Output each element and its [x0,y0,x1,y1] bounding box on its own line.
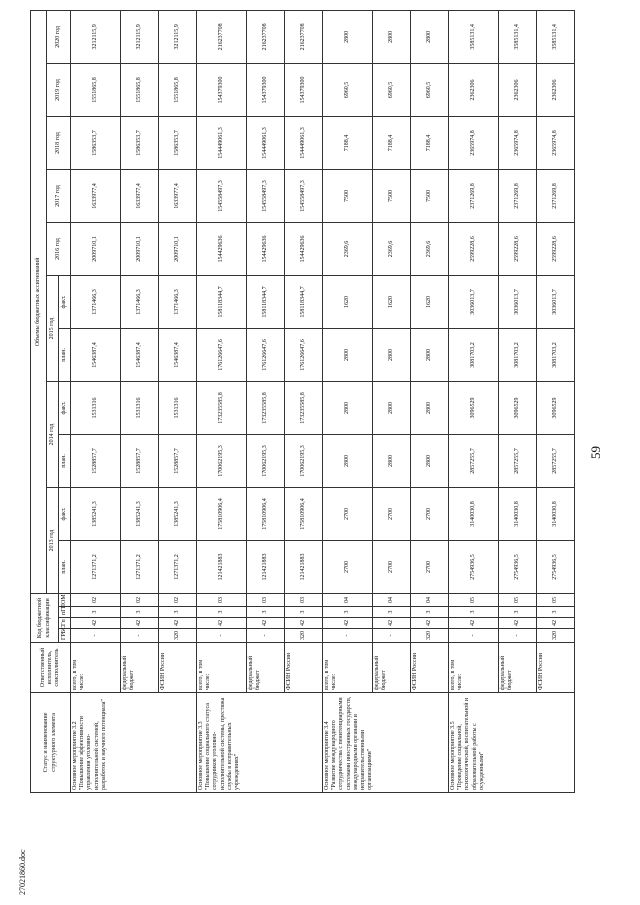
code-gp-cell: 42 [373,618,411,629]
executor-cell: ФСИН России [285,643,323,693]
code-pgp-cell: 3 [373,607,411,618]
code-pgp-cell: 3 [411,607,449,618]
value-cell: 2800 [411,10,449,63]
value-cell: 176126647,6 [285,328,323,381]
code-om-cell: 05 [537,593,575,606]
header-plan: план. [59,328,71,381]
code-om-cell: 05 [499,593,537,606]
value-cell: 3140030,8 [499,487,537,540]
code-om-cell: 03 [285,593,323,606]
value-cell: 2599228,6 [449,222,499,275]
value-cell: 2369,6 [411,222,449,275]
value-cell: 7188,4 [323,116,373,169]
executor-cell: всего, в том числе: [323,643,373,693]
code-pgp-cell: 3 [197,607,247,618]
value-cell: 1385241,3 [121,487,159,540]
header-year: 2013 год [47,487,59,593]
value-cell: 175810906,4 [197,487,247,540]
value-cell: 2700 [323,540,373,593]
header-fact: факт. [59,381,71,434]
value-cell: 1371466,3 [121,275,159,328]
code-gp-cell: 42 [71,618,121,629]
value-cell: 1633977,4 [71,169,121,222]
header-plan: план. [59,434,71,487]
value-cell: 154558497,3 [197,169,247,222]
value-cell: 2800 [323,10,373,63]
value-cell: 3585131,4 [449,10,499,63]
value-cell: 158118344,7 [247,275,285,328]
value-cell: 2857255,7 [449,434,499,487]
table-row [197,10,247,792]
executor-cell: всего, в том числе: [449,643,499,693]
value-cell: 2857255,7 [499,434,537,487]
code-om-cell: 05 [449,593,499,606]
value-cell: 154429636 [285,222,323,275]
value-cell: 3096529 [537,381,575,434]
value-cell: 3212115,9 [121,10,159,63]
value-cell: 216237708 [247,10,285,63]
value-cell: 3096529 [449,381,499,434]
code-pgp-cell: 3 [121,607,159,618]
code-grbs-cell: - [373,629,411,643]
executor-cell: ФСИН России [411,643,449,693]
executor-cell: федеральный бюджет [121,643,159,693]
budget-table [30,10,575,793]
value-cell: 154379300 [197,63,247,116]
value-cell: 2800 [411,328,449,381]
value-cell: 1551865,8 [71,63,121,116]
value-cell: 2700 [373,487,411,540]
value-cell: 1531316 [159,381,197,434]
value-cell: 1271371,2 [121,540,159,593]
value-cell: 3081703,2 [537,328,575,381]
value-cell: 154379300 [285,63,323,116]
value-cell: 2754936,5 [499,540,537,593]
code-pgp-cell: 3 [323,607,373,618]
header-executor: Ответственный исполнитель, соисполнитель [31,643,71,693]
value-cell: 2365974,8 [449,116,499,169]
table-row [449,10,499,792]
code-gp-cell: 42 [411,618,449,629]
code-pgp-cell: 3 [499,607,537,618]
value-cell: 2365974,8 [499,116,537,169]
code-om-cell: 04 [373,593,411,606]
value-cell: 173235585,8 [285,381,323,434]
header-code-col: ОМ [59,593,71,606]
code-gp-cell: 42 [537,618,575,629]
table-row [323,10,373,792]
header-year: 2014 год [47,381,59,487]
footer-filename: 27021860.doc [18,849,27,895]
value-cell: 2700 [373,540,411,593]
value-cell: 2800 [323,328,373,381]
table-row [247,10,285,792]
value-cell: 154558497,3 [247,169,285,222]
executor-cell: всего, в том числе: [71,643,121,693]
value-cell: 2857255,7 [537,434,575,487]
value-cell: 2371269,8 [449,169,499,222]
value-cell: 7500 [323,169,373,222]
value-cell: 1528857,7 [121,434,159,487]
value-cell: 2599228,6 [537,222,575,275]
table-row [411,10,449,792]
code-gp-cell: 42 [197,618,247,629]
executor-cell: ФСИН России [159,643,197,693]
value-cell: 3585131,4 [537,10,575,63]
value-cell: 3212115,9 [71,10,121,63]
code-grbs-cell: - [499,629,537,643]
code-grbs-cell: - [247,629,285,643]
code-grbs-cell: 320 [285,629,323,643]
executor-cell: всего, в том числе: [197,643,247,693]
value-cell: 2365974,8 [537,116,575,169]
header-year: 2019 год [47,63,71,116]
value-cell: 2800 [411,434,449,487]
code-pgp-cell: 3 [247,607,285,618]
value-cell: 6960,5 [411,63,449,116]
code-pgp-cell: 3 [71,607,121,618]
value-cell: 158118344,7 [285,275,323,328]
value-cell: 121421883 [247,540,285,593]
value-cell: 2009710,1 [159,222,197,275]
value-cell: 7188,4 [373,116,411,169]
value-cell: 7500 [373,169,411,222]
table-row [285,10,323,792]
value-cell: 2371269,8 [537,169,575,222]
code-pgp-cell: 3 [537,607,575,618]
value-cell: 1551865,8 [159,63,197,116]
measure-name: Основное мероприятие 3.5 "Проведение социальной, психологической, воспитательной и образовательной работы с осужденными" [449,693,575,793]
value-cell: 176126647,6 [247,328,285,381]
value-cell: 2369,6 [373,222,411,275]
value-cell: 154379300 [247,63,285,116]
code-pgp-cell: 3 [449,607,499,618]
measure-name: Основное мероприятие 3.4 "Развитие международного сотрудничества с пенитенциарными системами иностранных государств, международными органами и неправительственными организациями" [323,693,449,793]
value-cell: 121421883 [285,540,323,593]
executor-cell: федеральный бюджет [373,643,411,693]
value-cell: 1528857,7 [71,434,121,487]
value-cell: 154449061,3 [197,116,247,169]
value-cell: 2009710,1 [121,222,159,275]
code-om-cell: 04 [323,593,373,606]
value-cell: 2369,6 [323,222,373,275]
header-code-col: пГП [59,607,71,618]
value-cell: 2371269,8 [499,169,537,222]
header-status: Статус и наименование структурного элемента [31,693,71,793]
value-cell: 121421883 [197,540,247,593]
value-cell: 154429636 [197,222,247,275]
value-cell: 3212115,9 [159,10,197,63]
code-om-cell: 02 [71,593,121,606]
value-cell: 2754936,5 [449,540,499,593]
value-cell: 1528857,7 [159,434,197,487]
value-cell: 1586353,7 [71,116,121,169]
code-grbs-cell: - [121,629,159,643]
code-gp-cell: 42 [247,618,285,629]
table-row [71,10,121,792]
value-cell: 216237708 [285,10,323,63]
value-cell: 2599228,6 [499,222,537,275]
value-cell: 1633977,4 [159,169,197,222]
code-gp-cell: 42 [323,618,373,629]
measure-name: Основное мероприятие 3.2 "Повышение эффективности управления уголовно-исполнительной системой, разработок и научного потенциала" [71,693,197,793]
header-code: Код бюджетной классификации [31,593,59,642]
code-gp-cell: 42 [285,618,323,629]
value-cell: 170062195,3 [285,434,323,487]
value-cell: 170062195,3 [197,434,247,487]
executor-cell: федеральный бюджет [499,643,537,693]
code-grbs-cell: - [71,629,121,643]
code-grbs-cell: 320 [411,629,449,643]
value-cell: 1371466,3 [159,275,197,328]
value-cell: 1546387,4 [71,328,121,381]
value-cell: 173235585,8 [197,381,247,434]
code-gp-cell: 42 [449,618,499,629]
value-cell: 2800 [373,10,411,63]
value-cell: 2700 [323,487,373,540]
code-grbs-cell: - [449,629,499,643]
value-cell: 1385241,3 [71,487,121,540]
code-om-cell: 02 [121,593,159,606]
table-row [121,10,159,792]
table-row [537,10,575,792]
code-grbs-cell: - [323,629,373,643]
code-grbs-cell: 320 [159,629,197,643]
value-cell: 1633977,4 [121,169,159,222]
value-cell: 3140030,8 [537,487,575,540]
value-cell: 3081703,2 [499,328,537,381]
value-cell: 3096529 [499,381,537,434]
value-cell: 1371466,3 [71,275,121,328]
page-number: 59 [588,446,603,459]
header-year: 2016 год [47,222,71,275]
value-cell: 216237708 [197,10,247,63]
value-cell: 2362306 [449,63,499,116]
value-cell: 2800 [373,328,411,381]
code-om-cell: 02 [159,593,197,606]
table-row [499,10,537,792]
header-code-col: Гп [59,618,71,629]
value-cell: 3140030,8 [449,487,499,540]
value-cell: 2800 [323,381,373,434]
value-cell: 170062195,3 [247,434,285,487]
code-gp-cell: 42 [121,618,159,629]
value-cell: 7188,4 [411,116,449,169]
code-pgp-cell: 3 [285,607,323,618]
code-grbs-cell: - [197,629,247,643]
value-cell: 1271371,2 [71,540,121,593]
value-cell: 154558497,3 [285,169,323,222]
value-cell: 173235585,8 [247,381,285,434]
value-cell: 2009710,1 [71,222,121,275]
value-cell: 1586353,7 [159,116,197,169]
value-cell: 1620 [323,275,373,328]
value-cell: 175810906,4 [285,487,323,540]
measure-name: Основное мероприятие 3.3 "Повышение социального статуса сотрудников уголовно-исполнительной системы, престижа службы в исправительных учреждениях" [197,693,323,793]
value-cell: 3585131,4 [499,10,537,63]
value-cell: 3036013,7 [499,275,537,328]
value-cell: 1531316 [121,381,159,434]
value-cell: 1620 [411,275,449,328]
value-cell: 158118344,7 [197,275,247,328]
value-cell: 2800 [373,434,411,487]
value-cell: 154429636 [247,222,285,275]
value-cell: 2800 [373,381,411,434]
value-cell: 176126647,6 [197,328,247,381]
value-cell: 1586353,7 [121,116,159,169]
header-plan: план. [59,540,71,593]
header-volumes: Объемы бюджетных ассигнований [31,10,47,593]
value-cell: 1385241,3 [159,487,197,540]
code-gp-cell: 42 [499,618,537,629]
header-year: 2020 год [47,10,71,63]
header-year: 2018 год [47,116,71,169]
code-om-cell: 04 [411,593,449,606]
value-cell: 1271371,2 [159,540,197,593]
value-cell: 175810906,4 [247,487,285,540]
value-cell: 1551865,8 [121,63,159,116]
value-cell: 1620 [373,275,411,328]
executor-cell: ФСИН России [537,643,575,693]
value-cell: 154449061,3 [247,116,285,169]
executor-cell: федеральный бюджет [247,643,285,693]
header-code-col: ГРБС [59,629,71,643]
value-cell: 3081703,2 [449,328,499,381]
code-om-cell: 03 [197,593,247,606]
code-grbs-cell: 320 [537,629,575,643]
value-cell: 1531316 [71,381,121,434]
value-cell: 2362306 [499,63,537,116]
value-cell: 2754936,5 [537,540,575,593]
value-cell: 154449061,3 [285,116,323,169]
header-fact: факт. [59,275,71,328]
value-cell: 3036013,7 [537,275,575,328]
value-cell: 2700 [411,487,449,540]
table-row [159,10,197,792]
value-cell: 6960,5 [373,63,411,116]
value-cell: 3036013,7 [449,275,499,328]
value-cell: 7500 [411,169,449,222]
value-cell: 1546387,4 [121,328,159,381]
table-row [373,10,411,792]
code-gp-cell: 42 [159,618,197,629]
value-cell: 2700 [411,540,449,593]
header-fact: факт. [59,487,71,540]
value-cell: 2800 [323,434,373,487]
code-om-cell: 03 [247,593,285,606]
value-cell: 1546387,4 [159,328,197,381]
value-cell: 2800 [411,381,449,434]
value-cell: 6960,5 [323,63,373,116]
value-cell: 2362306 [537,63,575,116]
code-pgp-cell: 3 [159,607,197,618]
header-year: 2017 год [47,169,71,222]
header-year: 2015 год [47,275,59,381]
